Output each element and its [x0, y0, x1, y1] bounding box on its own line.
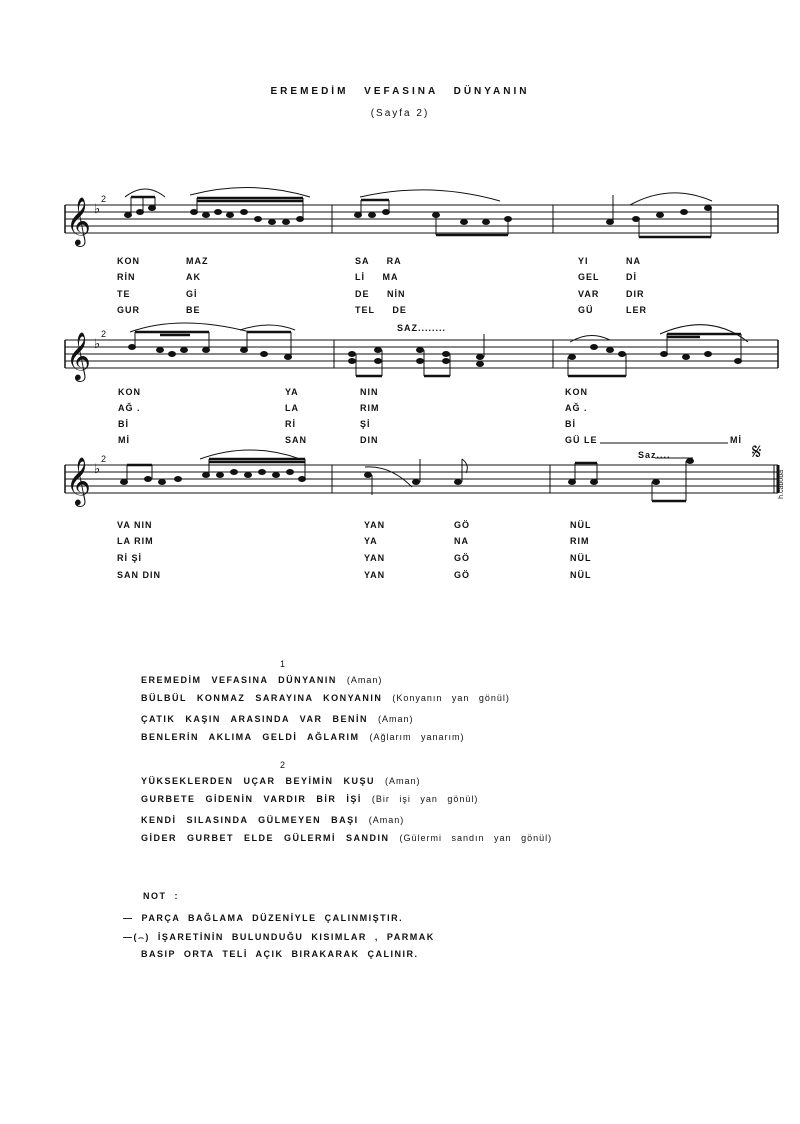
music-staff-1: [0, 185, 800, 255]
lyric-syllable: YA: [285, 387, 299, 397]
lyric-syllable: TEL DE: [355, 305, 407, 315]
flat-icon: ♭: [94, 202, 101, 217]
lyric-syllable: TE: [117, 289, 131, 299]
lyric-syllable: Bİ: [118, 419, 129, 429]
lyric-syllable: SAN: [285, 435, 308, 445]
treble-clef-icon: 𝄞: [66, 196, 91, 245]
lyric-syllable: MAZ: [186, 256, 209, 266]
lyric-syllable: LA RIM: [117, 536, 154, 546]
lyric-syllable: NIN: [360, 387, 379, 397]
lyric-syllable: YAN: [364, 520, 386, 530]
saz-marking: Saz....: [638, 450, 671, 460]
lyric-syllable: BE: [186, 305, 201, 315]
lyric-syllable: YAN: [364, 570, 386, 580]
lyric-syllable: AĞ .: [118, 403, 141, 413]
lyric-syllable: LA: [285, 403, 299, 413]
lyric-syllable: NÜL: [570, 570, 592, 580]
lyric-syllable: GÜ LE: [565, 435, 598, 445]
lyric-syllable: DIR: [626, 289, 645, 299]
lyric-syllable: NÜL: [570, 520, 592, 530]
extender-line: [655, 455, 695, 461]
lyric-syllable: LER: [626, 305, 647, 315]
lyric-syllable: Dİ: [626, 272, 637, 282]
saz-marking: SAZ........: [397, 323, 447, 333]
verse-line: EREMEDİM VEFASINA DÜNYANIN (Aman): [141, 675, 383, 685]
lyric-syllable: Mİ: [118, 435, 130, 445]
time-signature: 2: [101, 194, 107, 204]
lyric-syllable: KON: [118, 387, 141, 397]
lyric-syllable: RİN: [117, 272, 136, 282]
verse-line: KENDİ SILASINDA GÜLMEYEN BAŞI (Aman): [141, 815, 405, 825]
lyric-syllable: GUR: [117, 305, 140, 315]
lyric-syllable: GÖ: [454, 520, 471, 530]
treble-clef-icon: 𝄞: [66, 331, 91, 380]
time-signature: 2: [101, 454, 107, 464]
lyric-syllable: DIN: [360, 435, 379, 445]
notes-heading: NOT :: [143, 891, 179, 901]
arranger-credit: h.caboba: [778, 470, 785, 499]
lyric-syllable: VAR: [578, 289, 600, 299]
lyric-syllable: KON: [117, 256, 140, 266]
verse-line: BÜLBÜL KONMAZ SARAYINA KONYANIN (Konyanın yan gönül): [141, 693, 510, 703]
lyric-syllable: GÜ: [578, 305, 594, 315]
lyric-syllable: Rİ: [285, 419, 296, 429]
verse-line: GURBETE GİDENİN VARDIR BİR İŞİ (Bir işi yan gönül): [141, 794, 479, 804]
lyric-syllable: GÖ: [454, 553, 471, 563]
verse-number: 2: [280, 760, 286, 770]
verse-line: ÇATIK KAŞIN ARASINDA VAR BENİN (Aman): [141, 714, 414, 724]
verse-line: BENLERİN AKLIMA GELDİ AĞLARIM (Ağlarım yanarım): [141, 732, 465, 742]
lyric-syllable: KON: [565, 387, 588, 397]
lyric-syllable: YA: [364, 536, 378, 546]
lyric-syllable: Gİ: [186, 289, 198, 299]
lyric-syllable: Rİ Şİ: [117, 553, 143, 563]
lyric-syllable: Şİ: [360, 419, 371, 429]
lyric-syllable: NA: [626, 256, 641, 266]
verse-line: GİDER GURBET ELDE GÜLERMİ SANDIN (Gülermi sandın yan gönül): [141, 833, 553, 843]
verse-line: YÜKSEKLERDEN UÇAR BEYİMİN KUŞU (Aman): [141, 776, 421, 786]
lyric-syllable: RIM: [570, 536, 590, 546]
verse-number: 1: [280, 659, 286, 669]
note-line: BASIP ORTA TELİ AÇIK BIRAKARAK ÇALINIR.: [141, 949, 419, 959]
lyric-syllable: SAN DIN: [117, 570, 162, 580]
lyric-syllable: YAN: [364, 553, 386, 563]
lyric-syllable: Lİ MA: [355, 272, 399, 282]
lyric-syllable: RIM: [360, 403, 380, 413]
lyric-syllable: GEL: [578, 272, 600, 282]
page-subtitle: (Sayfa 2): [370, 108, 430, 119]
lyric-syllable: YI: [578, 256, 589, 266]
lyric-syllable: AK: [186, 272, 201, 282]
music-staff-2: [0, 320, 800, 390]
segno-icon: 𝄋: [752, 445, 762, 465]
lyric-syllable: Mİ: [730, 435, 742, 445]
lyric-syllable: NA: [454, 536, 469, 546]
lyric-syllable: NÜL: [570, 553, 592, 563]
note-line: — PARÇA BAĞLAMA DÜZENİYLE ÇALINMIŞTIR.: [123, 913, 404, 923]
lyric-syllable: SA RA: [355, 256, 402, 266]
note-line: —(⌢) İŞARETİNİN BULUNDUĞU KISIMLAR , PARMAK: [123, 932, 435, 942]
lyric-syllable: VA NIN: [117, 520, 153, 530]
song-title: EREMEDİM VEFASINA DÜNYANIN: [270, 86, 530, 97]
lyric-syllable: Bİ: [565, 419, 576, 429]
flat-icon: ♭: [94, 462, 101, 477]
lyric-syllable: AĞ .: [565, 403, 588, 413]
lyric-syllable: DE NİN: [355, 289, 406, 299]
flat-icon: ♭: [94, 337, 101, 352]
lyric-syllable: GÖ: [454, 570, 471, 580]
time-signature: 2: [101, 329, 107, 339]
treble-clef-icon: 𝄞: [66, 456, 91, 505]
